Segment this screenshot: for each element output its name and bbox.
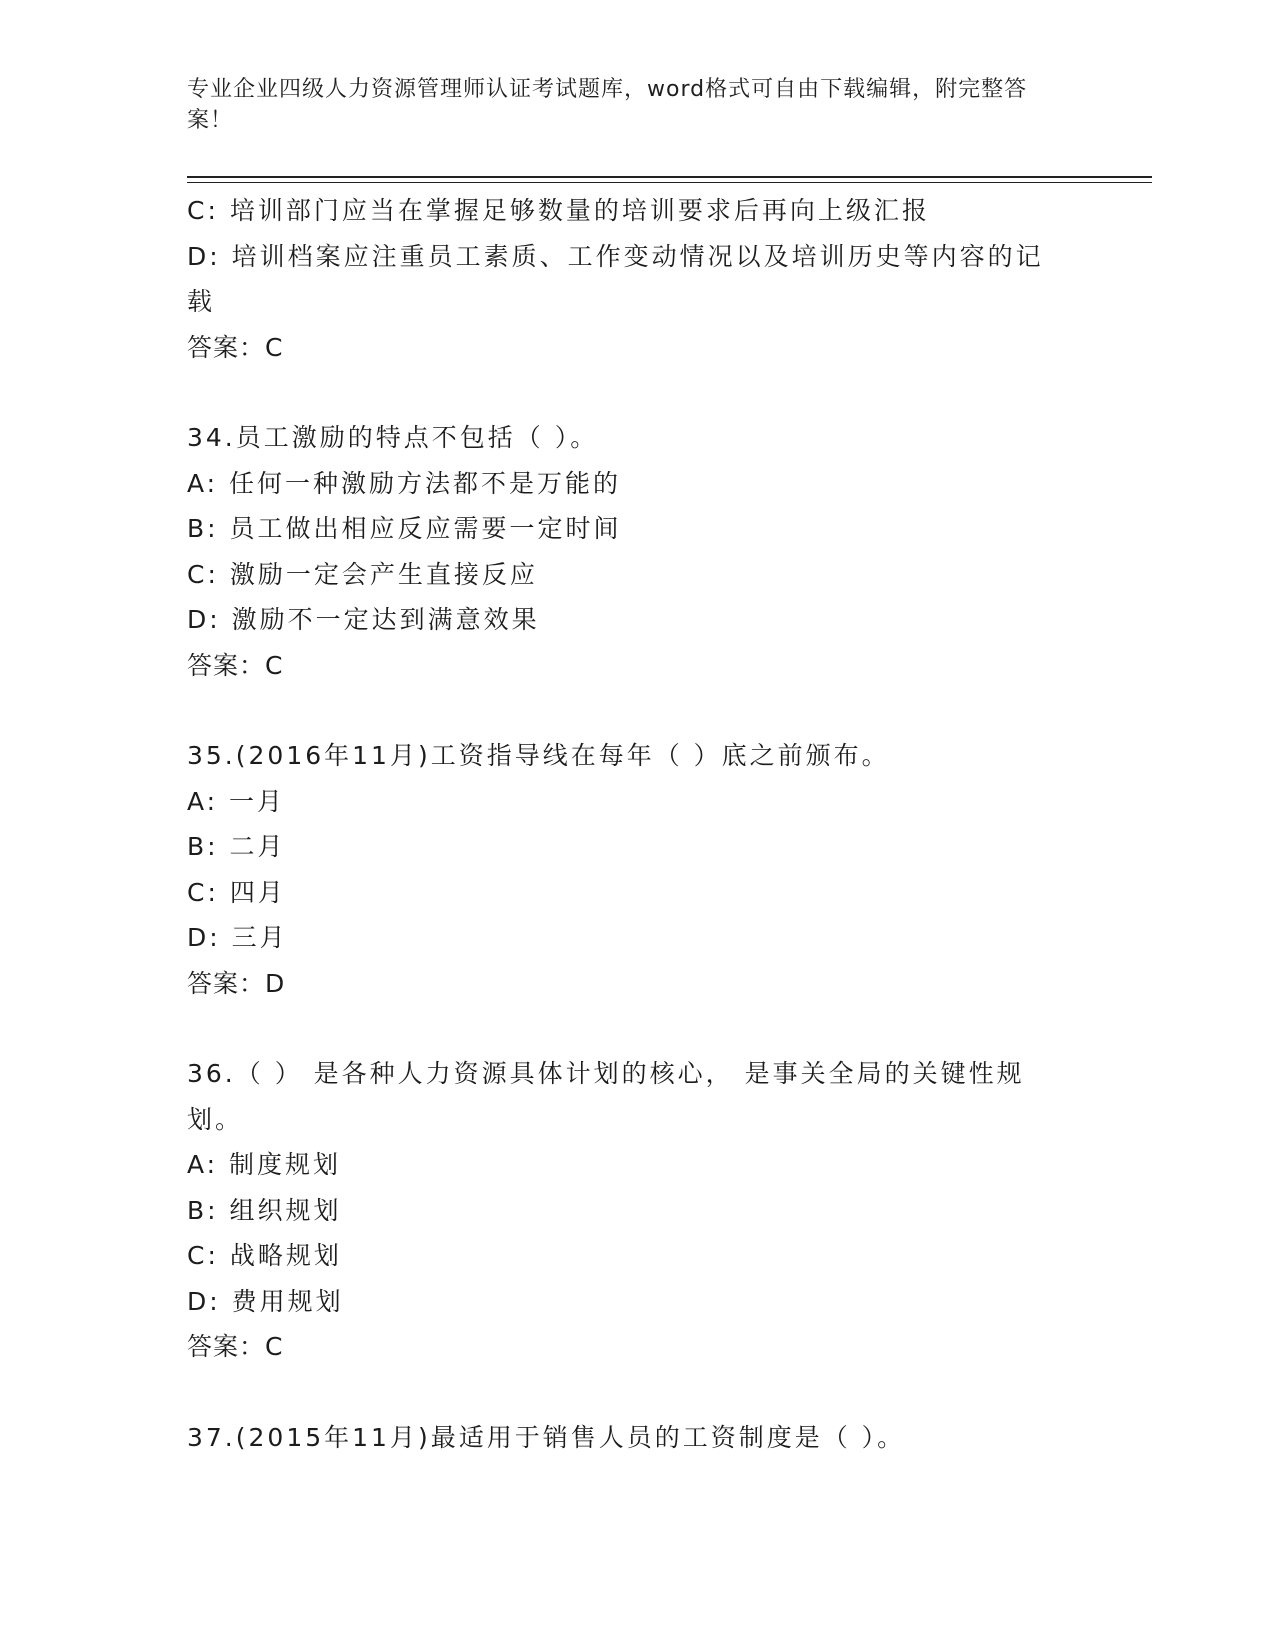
question-block-33 [187,188,1067,370]
option-d: D: 费用规划 [187,1286,344,1316]
spacer [187,370,1067,415]
option-c: C: 战略规划 [187,1241,342,1270]
question-block-34 [187,415,1067,688]
answer: 答案：D [187,968,286,998]
question-text: 34.员工激励的特点不包括（ ）。 [187,423,599,452]
document-header: 专业企业四级人力资源管理师认证考试题库，word格式可自由下载编辑，附完整答案！ [187,77,1028,133]
option-c: C: 培训部门应当在掌握足够数量的培训要求后再向上级汇报 [187,196,930,225]
option-b: B: 二月 [187,832,286,861]
spacer [187,1006,1067,1051]
option-c: C: 激励一定会产生直接反应 [187,559,538,589]
question-block-37 [187,1415,1067,1461]
spacer [187,688,1067,733]
option-c: C: 四月 [187,877,286,907]
question-text: 36.（ ） 是各种人力资源具体计划的核心， 是事关全局的关键性规划。 [187,1059,1025,1134]
question-block-35 [187,733,1067,1006]
question-text: 35.(2016年11月)工资指导线在每年（ ）底之前颁布。 [187,741,890,770]
option-d: D: 培训档案应注重员工素质、工作变动情况以及培训历史等内容的记载 [187,241,1044,316]
question-block-36 [187,1051,1067,1370]
question-content [187,188,1067,1460]
header-divider-thin [187,182,1152,183]
option-a: A: 制度规划 [187,1150,342,1179]
answer: 答案：C [187,1332,284,1361]
option-b: B: 员工做出相应反应需要一定时间 [187,514,622,543]
header-divider-thick [187,176,1152,178]
option-b: B: 组织规划 [187,1195,342,1225]
spacer [187,1370,1067,1415]
answer: 答案：C [187,332,284,362]
option-a: A: 一月 [187,786,286,816]
option-a: A: 任何一种激励方法都不是万能的 [187,468,622,498]
answer: 答案：C [187,650,284,680]
option-d: D: 激励不一定达到满意效果 [187,605,540,634]
option-d: D: 三月 [187,923,288,952]
question-text: 37.(2015年11月)最适用于销售人员的工资制度是（ ）。 [187,1422,906,1452]
